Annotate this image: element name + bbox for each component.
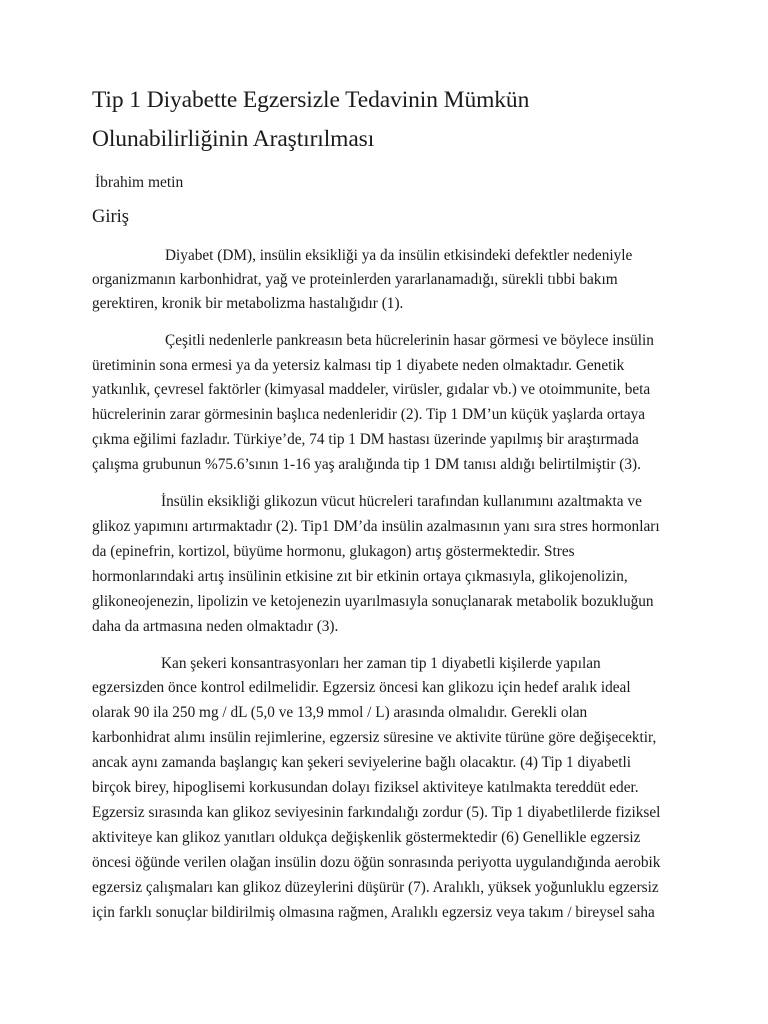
paragraph-2-line-6: çalışma grubunun %75.6’sının 1-16 yaş aralığında tip 1 DM tanısı aldığı belirtilmiştir (3). bbox=[92, 456, 641, 473]
paragraph-4-line-8: aktiviteye kan glikoz yanıtları oldukça değişkenlik göstermektedir (6) Genellikle egzersiz bbox=[92, 829, 641, 846]
paragraph-4-line-4: karbonhidrat alımı insülin rejimlerine, egzersiz süresine ve aktivite türüne göre değişecektir, bbox=[92, 729, 657, 746]
paragraph-3-line-2: glikoz yapımını artırmaktadır (2). Tip1 DM’da insülin azalmasının yanı sıra stres hormonları bbox=[92, 518, 660, 535]
paragraph-4-line-3: olarak 90 ila 250 mg / dL (5,0 ve 13,9 mmol / L) arasında olmalıdır. Gerekli olan bbox=[92, 704, 588, 721]
paragraph-1-line-3: gerektiren, kronik bir metabolizma hastalığıdır (1). bbox=[92, 295, 404, 312]
paragraph-3-line-1: İnsülin eksikliği glikozun vücut hücreleri tarafından kullanımını azaltmakta ve bbox=[161, 493, 642, 510]
paragraph-3-line-4: hormonlarındaki artış insülinin etkisine zıt bir etkinin ortaya çıkmasıyla, glikojenolizin, bbox=[92, 568, 628, 585]
paragraph-4-line-11: için farklı sonuçlar bildirilmiş olmasına rağmen, Aralıklı egzersiz veya takım / bireysel saha bbox=[92, 904, 655, 921]
paragraph-4-line-10: egzersiz çalışmaları kan glikoz düzeylerini düşürür (7). Aralıklı, yüksek yoğunluklu egzersiz bbox=[92, 879, 659, 896]
section-heading: Giriş bbox=[92, 207, 129, 227]
author-name: İbrahim metin bbox=[95, 174, 184, 191]
paragraph-4-line-2: egzersizden önce kontrol edilmelidir. Egzersiz öncesi kan glikozu için hedef aralık ideal bbox=[92, 679, 631, 696]
paragraph-4-line-6: birçok birey, hipoglisemi korkusundan dolayı fiziksel aktiviteye katılmakta tereddüt eder. bbox=[92, 779, 639, 796]
paragraph-2-line-1: Çeşitli nedenlerle pankreasın beta hücrelerinin hasar görmesi ve böylece insülin bbox=[165, 332, 654, 349]
paragraph-3-line-5: glikoneojenezin, lipolizin ve ketojenezin uyarılmasıyla sonuçlanarak metabolik bozukluğun bbox=[92, 593, 654, 610]
document-title-line-1: Tip 1 Diyabette Egzersizle Tedavinin Mümkün bbox=[92, 87, 530, 113]
paragraph-2-line-4: hücrelerinin zarar görmesinin başlıca nedenleridir (2). Tip 1 DM’un küçük yaşlarda ortaya bbox=[92, 406, 646, 423]
paragraph-1-line-1: Diyabet (DM), insülin eksikliği ya da insülin etkisindeki defektler nedeniyle bbox=[165, 247, 633, 264]
document-title-line-2: Olunabilirliğinin Araştırılması bbox=[92, 126, 375, 152]
paragraph-1-line-2: organizmanın karbonhidrat, yağ ve proteinlerden yararlanamadığı, sürekli tıbbi bakım bbox=[92, 271, 618, 288]
paragraph-4-line-9: öncesi öğünde verilen olağan insülin dozu öğün sonrasında periyotta uygulandığında aerobik bbox=[92, 854, 661, 871]
paragraph-2-line-3: yatkınlık, çevresel faktörler (kimyasal maddeler, virüsler, gıdalar vb.) ve otoimmunite, beta bbox=[92, 381, 651, 398]
paragraph-3-line-6: daha da artmasına neden olmaktadır (3). bbox=[92, 618, 339, 635]
paragraph-2-line-2: üretiminin sona ermesi ya da yetersiz kalması tip 1 diyabete neden olmaktadır. Genetik bbox=[92, 357, 625, 374]
paragraph-4-line-5: ancak aynı zamanda başlangıç kan şekeri seviyelerine bağlı olacaktır. (4) Tip 1 diyabetli bbox=[92, 754, 632, 771]
paragraph-3-line-3: da (epinefrin, kortizol, büyüme hormonu, glukagon) artış göstermektedir. Stres bbox=[92, 543, 575, 560]
paragraph-2-line-5: çıkma eğilimi fazladır. Türkiye’de, 74 tip 1 DM hastası üzerinde yapılmış bir araştırmada bbox=[92, 431, 639, 448]
paragraph-4-line-7: Egzersiz sırasında kan glikoz seviyesinin farkındalığı zordur (5). Tip 1 diyabetlilerde fiziksel bbox=[92, 804, 661, 821]
paragraph-4-line-1: Kan şekeri konsantrasyonları her zaman tip 1 diyabetli kişilerde yapılan bbox=[161, 655, 601, 672]
